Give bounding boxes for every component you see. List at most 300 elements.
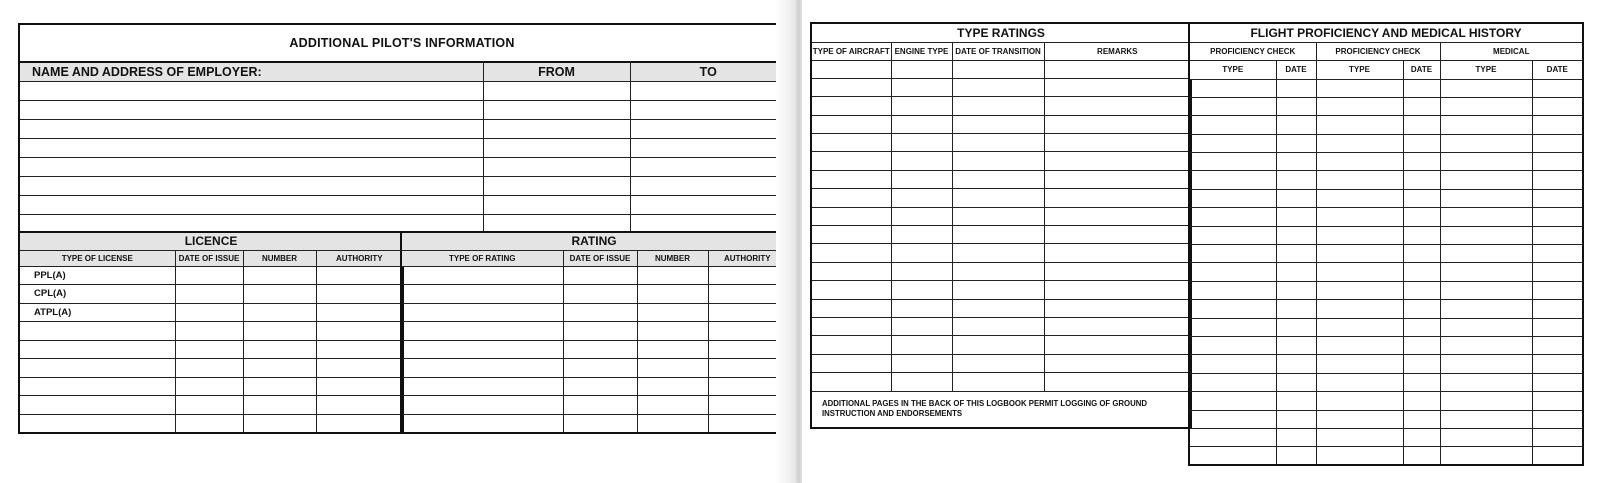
form-cell[interactable] xyxy=(19,119,483,138)
form-cell[interactable] xyxy=(1532,318,1583,336)
form-cell[interactable] xyxy=(630,176,787,195)
form-cell[interactable] xyxy=(1403,245,1440,263)
form-cell[interactable] xyxy=(891,115,952,133)
form-cell[interactable] xyxy=(811,317,891,335)
form-cell[interactable] xyxy=(19,377,175,396)
prof2-date-header: DATE xyxy=(1403,60,1440,79)
form-cell[interactable] xyxy=(1316,245,1403,263)
form-cell[interactable] xyxy=(1440,355,1532,373)
form-cell[interactable] xyxy=(1532,447,1583,465)
form-cell[interactable] xyxy=(175,303,243,322)
form-cell[interactable] xyxy=(19,176,483,195)
type-rating-row xyxy=(811,336,1191,354)
form-cell[interactable] xyxy=(1044,262,1191,280)
form-cell[interactable] xyxy=(175,266,243,285)
form-cell[interactable] xyxy=(1403,281,1440,299)
form-cell[interactable] xyxy=(1316,153,1403,171)
form-cell[interactable] xyxy=(952,97,1044,115)
form-cell[interactable] xyxy=(1440,318,1532,336)
form-cell[interactable] xyxy=(1403,134,1440,152)
form-cell[interactable] xyxy=(316,266,403,285)
form-cell[interactable] xyxy=(630,119,787,138)
form-cell[interactable] xyxy=(563,285,637,304)
form-cell[interactable] xyxy=(1403,171,1440,189)
form-cell[interactable] xyxy=(1440,392,1532,410)
form-cell[interactable] xyxy=(1532,226,1583,244)
form-cell[interactable] xyxy=(401,322,563,341)
form-cell[interactable] xyxy=(1316,355,1403,373)
form-cell[interactable] xyxy=(1403,428,1440,446)
form-cell[interactable] xyxy=(19,138,483,157)
form-cell[interactable] xyxy=(1044,281,1191,299)
form-cell[interactable] xyxy=(637,303,708,322)
form-cell[interactable] xyxy=(1044,336,1191,354)
form-cell[interactable] xyxy=(952,244,1044,262)
licence-col-authority: AUTHORITY xyxy=(316,250,403,266)
form-cell[interactable] xyxy=(563,303,637,322)
form-cell[interactable] xyxy=(891,78,952,96)
form-cell[interactable] xyxy=(811,115,891,133)
form-cell[interactable] xyxy=(811,354,891,372)
form-cell[interactable] xyxy=(1440,97,1532,115)
form-cell[interactable] xyxy=(563,414,637,433)
licence-row xyxy=(19,359,403,378)
form-cell[interactable] xyxy=(1316,447,1403,465)
form-cell[interactable] xyxy=(1276,392,1316,410)
form-cell[interactable] xyxy=(811,134,891,152)
employer-rows xyxy=(19,81,787,233)
form-cell[interactable] xyxy=(1403,355,1440,373)
form-cell[interactable] xyxy=(1440,447,1532,465)
form-cell[interactable] xyxy=(1044,152,1191,170)
form-cell[interactable] xyxy=(1276,245,1316,263)
form-cell[interactable] xyxy=(1276,428,1316,446)
form-cell[interactable] xyxy=(637,285,708,304)
form-cell[interactable] xyxy=(19,81,483,100)
type-rating-row xyxy=(811,78,1191,96)
form-cell[interactable] xyxy=(243,322,316,341)
form-cell[interactable] xyxy=(175,340,243,359)
form-cell[interactable] xyxy=(1403,189,1440,207)
form-cell[interactable] xyxy=(1532,410,1583,428)
form-cell[interactable] xyxy=(1440,189,1532,207)
form-cell[interactable] xyxy=(1532,189,1583,207)
form-cell[interactable] xyxy=(1189,134,1276,152)
form-cell[interactable] xyxy=(19,100,483,119)
form-cell[interactable] xyxy=(952,134,1044,152)
form-cell[interactable] xyxy=(1532,263,1583,281)
form-cell[interactable] xyxy=(1403,116,1440,134)
form-cell[interactable] xyxy=(563,396,637,415)
form-cell[interactable] xyxy=(1316,171,1403,189)
form-cell[interactable] xyxy=(1276,410,1316,428)
form-cell[interactable] xyxy=(1440,134,1532,152)
form-cell[interactable] xyxy=(316,377,403,396)
form-cell[interactable] xyxy=(175,285,243,304)
form-cell[interactable] xyxy=(1044,207,1191,225)
form-cell[interactable] xyxy=(483,100,630,119)
form-cell[interactable] xyxy=(891,170,952,188)
form-cell[interactable] xyxy=(1316,97,1403,115)
form-cell[interactable] xyxy=(1532,153,1583,171)
form-cell[interactable] xyxy=(1316,79,1403,97)
type-rating-row xyxy=(811,226,1191,244)
form-cell[interactable] xyxy=(1189,410,1276,428)
form-cell[interactable] xyxy=(1403,226,1440,244)
licence-col-type: TYPE OF LICENSE xyxy=(19,250,175,266)
form-cell[interactable] xyxy=(952,189,1044,207)
form-cell[interactable] xyxy=(316,322,403,341)
form-cell[interactable] xyxy=(1403,79,1440,97)
form-cell[interactable] xyxy=(1276,189,1316,207)
form-cell[interactable] xyxy=(1276,153,1316,171)
form-cell[interactable] xyxy=(811,170,891,188)
form-cell[interactable] xyxy=(1440,373,1532,391)
form-cell[interactable] xyxy=(1532,428,1583,446)
form-cell[interactable] xyxy=(891,373,952,391)
form-cell[interactable] xyxy=(952,336,1044,354)
form-cell[interactable] xyxy=(316,396,403,415)
form-cell[interactable] xyxy=(1316,208,1403,226)
form-cell[interactable] xyxy=(1189,373,1276,391)
form-cell[interactable] xyxy=(401,340,563,359)
form-cell[interactable] xyxy=(1440,171,1532,189)
form-cell[interactable] xyxy=(891,189,952,207)
form-cell[interactable] xyxy=(243,266,316,285)
form-cell[interactable] xyxy=(1189,447,1276,465)
form-cell[interactable] xyxy=(952,281,1044,299)
form-cell[interactable] xyxy=(401,414,563,433)
form-cell[interactable] xyxy=(1276,208,1316,226)
form-cell[interactable] xyxy=(175,322,243,341)
form-cell[interactable] xyxy=(19,396,175,415)
form-cell[interactable] xyxy=(1403,208,1440,226)
form-cell[interactable] xyxy=(175,396,243,415)
form-cell[interactable] xyxy=(891,244,952,262)
form-cell[interactable] xyxy=(1440,410,1532,428)
form-cell[interactable] xyxy=(19,340,175,359)
type-rating-row xyxy=(811,189,1191,207)
form-cell[interactable] xyxy=(811,78,891,96)
form-cell[interactable] xyxy=(1532,116,1583,134)
form-cell[interactable] xyxy=(1316,189,1403,207)
form-cell[interactable] xyxy=(637,377,708,396)
form-cell[interactable] xyxy=(1189,208,1276,226)
form-cell[interactable] xyxy=(401,377,563,396)
form-cell[interactable] xyxy=(1403,447,1440,465)
form-cell[interactable] xyxy=(637,340,708,359)
form-cell[interactable] xyxy=(811,60,891,78)
form-cell[interactable] xyxy=(1044,78,1191,96)
form-cell[interactable] xyxy=(1440,428,1532,446)
form-cell[interactable] xyxy=(1276,300,1316,318)
form-cell[interactable] xyxy=(1403,392,1440,410)
licence-row xyxy=(19,340,403,359)
form-cell[interactable] xyxy=(1189,336,1276,354)
form-cell[interactable] xyxy=(1440,226,1532,244)
form-cell[interactable] xyxy=(401,285,563,304)
form-cell[interactable] xyxy=(243,285,316,304)
form-cell[interactable] xyxy=(891,152,952,170)
form-cell[interactable] xyxy=(891,317,952,335)
form-cell[interactable] xyxy=(637,266,708,285)
form-cell[interactable] xyxy=(891,299,952,317)
form-cell[interactable] xyxy=(952,373,1044,391)
form-cell[interactable] xyxy=(1403,336,1440,354)
form-cell[interactable] xyxy=(1276,355,1316,373)
form-cell[interactable] xyxy=(483,119,630,138)
form-cell[interactable] xyxy=(563,340,637,359)
form-cell[interactable] xyxy=(1532,97,1583,115)
form-cell[interactable] xyxy=(637,396,708,415)
form-cell[interactable] xyxy=(1532,336,1583,354)
form-cell[interactable] xyxy=(483,138,630,157)
form-cell[interactable] xyxy=(1440,300,1532,318)
form-cell[interactable] xyxy=(563,322,637,341)
form-cell[interactable] xyxy=(175,377,243,396)
form-cell[interactable] xyxy=(316,359,403,378)
form-cell[interactable] xyxy=(891,281,952,299)
form-cell[interactable] xyxy=(1189,79,1276,97)
form-cell[interactable] xyxy=(630,138,787,157)
form-cell[interactable] xyxy=(563,377,637,396)
form-cell[interactable] xyxy=(1532,134,1583,152)
licence-type-cell: PPL(A) xyxy=(19,266,175,285)
form-cell[interactable] xyxy=(1044,170,1191,188)
form-cell[interactable] xyxy=(483,176,630,195)
form-cell[interactable] xyxy=(243,396,316,415)
form-cell[interactable] xyxy=(1316,428,1403,446)
form-cell[interactable] xyxy=(1403,153,1440,171)
form-cell[interactable] xyxy=(1044,373,1191,391)
form-cell[interactable] xyxy=(1316,263,1403,281)
form-cell[interactable] xyxy=(630,157,787,176)
form-cell[interactable] xyxy=(1403,263,1440,281)
form-cell[interactable] xyxy=(401,396,563,415)
form-cell[interactable] xyxy=(243,377,316,396)
form-cell[interactable] xyxy=(243,303,316,322)
form-cell[interactable] xyxy=(1403,300,1440,318)
form-cell[interactable] xyxy=(811,373,891,391)
form-cell[interactable] xyxy=(1440,208,1532,226)
form-cell[interactable] xyxy=(316,414,403,433)
form-cell[interactable] xyxy=(1189,116,1276,134)
form-cell[interactable] xyxy=(637,359,708,378)
form-cell[interactable] xyxy=(1276,263,1316,281)
form-cell[interactable] xyxy=(1044,189,1191,207)
form-cell[interactable] xyxy=(811,262,891,280)
form-cell[interactable] xyxy=(952,152,1044,170)
employer-row xyxy=(19,176,787,195)
form-cell[interactable] xyxy=(811,226,891,244)
form-cell[interactable] xyxy=(401,359,563,378)
form-cell[interactable] xyxy=(630,81,787,100)
form-cell[interactable] xyxy=(1440,153,1532,171)
form-cell[interactable] xyxy=(891,134,952,152)
type-rating-row xyxy=(811,207,1191,225)
form-cell[interactable] xyxy=(891,336,952,354)
form-cell[interactable] xyxy=(401,303,563,322)
form-cell[interactable] xyxy=(891,60,952,78)
prof2-type-header: TYPE xyxy=(1316,60,1403,79)
form-cell[interactable] xyxy=(891,354,952,372)
form-cell[interactable] xyxy=(952,207,1044,225)
form-cell[interactable] xyxy=(243,359,316,378)
form-cell[interactable] xyxy=(1316,318,1403,336)
proficiency-row xyxy=(1189,116,1583,134)
form-cell[interactable] xyxy=(1276,97,1316,115)
form-cell[interactable] xyxy=(1532,373,1583,391)
form-cell[interactable] xyxy=(1440,116,1532,134)
form-cell[interactable] xyxy=(1532,355,1583,373)
form-cell[interactable] xyxy=(1044,115,1191,133)
form-cell[interactable] xyxy=(19,359,175,378)
form-cell[interactable] xyxy=(1276,226,1316,244)
form-cell[interactable] xyxy=(1403,373,1440,391)
form-cell[interactable] xyxy=(483,195,630,214)
form-cell[interactable] xyxy=(952,170,1044,188)
form-cell[interactable] xyxy=(1316,373,1403,391)
form-cell[interactable] xyxy=(891,262,952,280)
form-cell[interactable] xyxy=(1189,355,1276,373)
form-cell[interactable] xyxy=(1276,318,1316,336)
form-cell[interactable] xyxy=(891,207,952,225)
form-cell[interactable] xyxy=(952,354,1044,372)
form-cell[interactable] xyxy=(243,340,316,359)
form-cell[interactable] xyxy=(19,322,175,341)
form-cell[interactable] xyxy=(1316,281,1403,299)
rating-row xyxy=(401,359,787,378)
form-cell[interactable] xyxy=(952,317,1044,335)
form-cell[interactable] xyxy=(811,152,891,170)
form-cell[interactable] xyxy=(811,189,891,207)
form-cell[interactable] xyxy=(1403,318,1440,336)
type-rating-row xyxy=(811,281,1191,299)
form-cell[interactable] xyxy=(1440,281,1532,299)
form-cell[interactable] xyxy=(630,195,787,214)
form-cell[interactable] xyxy=(401,266,563,285)
form-cell[interactable] xyxy=(1189,171,1276,189)
form-cell[interactable] xyxy=(1532,79,1583,97)
form-cell[interactable] xyxy=(1189,97,1276,115)
form-cell[interactable] xyxy=(891,97,952,115)
form-cell[interactable] xyxy=(1316,134,1403,152)
form-cell[interactable] xyxy=(1316,226,1403,244)
form-cell[interactable] xyxy=(637,414,708,433)
form-cell[interactable] xyxy=(243,414,316,433)
form-cell[interactable] xyxy=(1440,263,1532,281)
form-cell[interactable] xyxy=(316,303,403,322)
form-cell[interactable] xyxy=(1316,116,1403,134)
form-cell[interactable] xyxy=(1189,428,1276,446)
form-cell[interactable] xyxy=(1316,336,1403,354)
form-cell[interactable] xyxy=(1189,318,1276,336)
form-cell[interactable] xyxy=(1276,281,1316,299)
form-cell[interactable] xyxy=(952,115,1044,133)
form-cell[interactable] xyxy=(1316,410,1403,428)
form-cell[interactable] xyxy=(1316,392,1403,410)
form-cell[interactable] xyxy=(1276,134,1316,152)
form-cell[interactable] xyxy=(316,340,403,359)
form-cell[interactable] xyxy=(1276,79,1316,97)
form-cell[interactable] xyxy=(1532,171,1583,189)
form-cell[interactable] xyxy=(811,299,891,317)
form-cell[interactable] xyxy=(483,157,630,176)
form-cell[interactable] xyxy=(175,414,243,433)
form-cell[interactable] xyxy=(1044,226,1191,244)
form-cell[interactable] xyxy=(1403,97,1440,115)
form-cell[interactable] xyxy=(19,195,483,214)
form-cell[interactable] xyxy=(1189,263,1276,281)
form-cell[interactable] xyxy=(1189,281,1276,299)
form-cell[interactable] xyxy=(811,207,891,225)
form-cell[interactable] xyxy=(1403,410,1440,428)
form-cell[interactable] xyxy=(952,60,1044,78)
form-cell[interactable] xyxy=(1189,300,1276,318)
form-cell[interactable] xyxy=(891,226,952,244)
form-cell[interactable] xyxy=(811,244,891,262)
form-cell[interactable] xyxy=(952,262,1044,280)
form-cell[interactable] xyxy=(316,285,403,304)
form-cell[interactable] xyxy=(1044,299,1191,317)
form-cell[interactable] xyxy=(1044,134,1191,152)
form-cell[interactable] xyxy=(811,97,891,115)
form-cell[interactable] xyxy=(1189,153,1276,171)
form-cell[interactable] xyxy=(175,359,243,378)
form-cell[interactable] xyxy=(483,81,630,100)
proficiency-row xyxy=(1189,226,1583,244)
form-cell[interactable] xyxy=(1276,116,1316,134)
form-cell[interactable] xyxy=(563,266,637,285)
form-cell[interactable] xyxy=(1044,354,1191,372)
form-cell[interactable] xyxy=(1044,60,1191,78)
form-cell[interactable] xyxy=(637,322,708,341)
form-cell[interactable] xyxy=(1532,281,1583,299)
form-cell[interactable] xyxy=(1044,244,1191,262)
form-cell[interactable] xyxy=(1189,226,1276,244)
form-cell[interactable] xyxy=(1440,336,1532,354)
form-cell[interactable] xyxy=(811,281,891,299)
form-cell[interactable] xyxy=(952,226,1044,244)
form-cell[interactable] xyxy=(1440,79,1532,97)
form-cell[interactable] xyxy=(1276,373,1316,391)
form-cell[interactable] xyxy=(952,78,1044,96)
form-cell[interactable] xyxy=(952,299,1044,317)
form-cell[interactable] xyxy=(1316,300,1403,318)
form-cell[interactable] xyxy=(1276,171,1316,189)
form-cell[interactable] xyxy=(1044,317,1191,335)
proficiency-row xyxy=(1189,79,1583,97)
form-cell[interactable] xyxy=(1440,245,1532,263)
form-cell[interactable] xyxy=(1532,208,1583,226)
form-cell[interactable] xyxy=(1189,189,1276,207)
form-cell[interactable] xyxy=(19,414,175,433)
form-cell[interactable] xyxy=(1189,245,1276,263)
form-cell[interactable] xyxy=(811,336,891,354)
form-cell[interactable] xyxy=(1276,336,1316,354)
form-cell[interactable] xyxy=(1044,97,1191,115)
form-cell[interactable] xyxy=(630,100,787,119)
form-cell[interactable] xyxy=(1532,392,1583,410)
form-cell[interactable] xyxy=(1532,300,1583,318)
form-cell[interactable] xyxy=(1189,392,1276,410)
form-cell[interactable] xyxy=(1276,447,1316,465)
rating-row xyxy=(401,266,787,285)
form-cell[interactable] xyxy=(19,157,483,176)
form-cell[interactable] xyxy=(1532,245,1583,263)
proficiency-row xyxy=(1189,134,1583,152)
form-cell[interactable] xyxy=(563,359,637,378)
